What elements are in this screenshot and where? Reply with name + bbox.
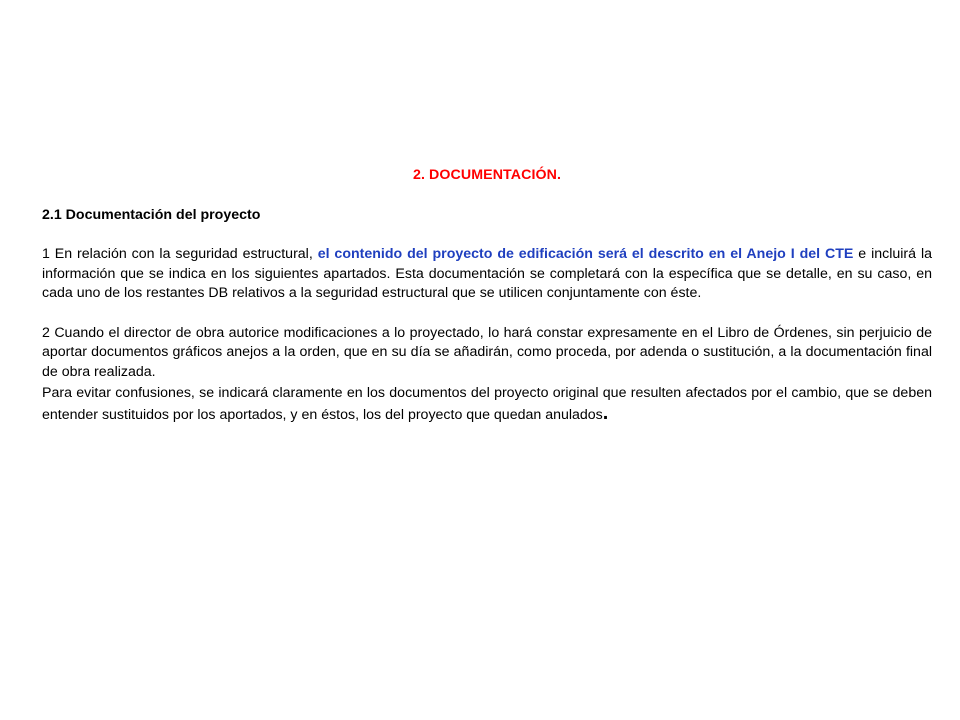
document-title: 2. DOCUMENTACIÓN.: [412, 167, 562, 183]
paragraph-2: 2 Cuando el director de obra autorice modificaciones a lo proyectado, lo hará constar expresamente en el Libro de Órdenes, sin perjuicio de aportar documentos gráficos anejos a la orden, que en su día se añadirán, como proceda, por adenda o sustitución, a la documentación final de obra realizada.: [42, 324, 932, 380]
paragraph-1-rest: e incluirá la información que se indica en los siguientes apartados. Esta documentación se completará con la específica que se detalle, en su caso, en cada uno de los restantes DB relativos a la seguridad estructural que se utilicen conjuntamente con éste.: [42, 246, 932, 301]
paragraph-3-end: .: [602, 401, 609, 424]
paragraph-1: [42, 245, 932, 304]
paragraph-gap: [42, 304, 932, 324]
paragraph-3: [42, 384, 932, 425]
document-page: [42, 166, 932, 425]
paragraph-1-lead: 1 En relación con la seguridad estructural,: [42, 246, 318, 262]
section-subtitle: 2.1 Documentación del proyecto: [42, 206, 261, 223]
paragraph-3-text: Para evitar confusiones, se indicará claramente en los documentos del proyecto original que resulten afectados por el cambio, que se deben entender sustituidos por los aportados, y en éstos, los del proyecto que quedan anulados: [42, 385, 932, 423]
paragraph-1-emphasis: el contenido del proyecto de edificación será el descrito en el Anejo I del CTE: [317, 246, 854, 262]
